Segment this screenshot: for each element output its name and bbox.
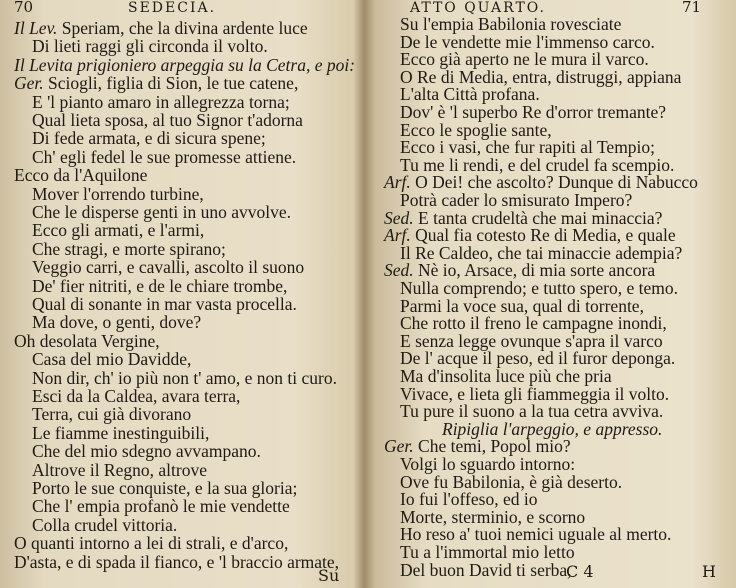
stage-direction: Ripiglia l'arpeggio, e appresso. bbox=[442, 418, 663, 439]
verse-text: Ove fu Babilonia, è già deserto. bbox=[400, 471, 623, 492]
verse-text: Ecco gli armati, e l'armi, bbox=[32, 220, 205, 241]
verse-text: Oh desolata Vergine, bbox=[14, 330, 160, 351]
verse-text: Il Re Caldeo, che tai minaccie adempia? bbox=[400, 242, 683, 263]
left-page bbox=[0, 0, 360, 588]
verse-text: Qual fia cotesto Re di Media, e quale bbox=[415, 225, 676, 246]
verse-text: Che le disperse genti in uno avvolve. bbox=[32, 202, 292, 222]
stage-direction: Il Levita prigioniero arpeggia su la Cetra, e poi: bbox=[14, 54, 356, 75]
verse-text: Porto le sue conquiste, e la sua gloria; bbox=[32, 478, 298, 498]
verse-text: Speriam, che la divina ardente luce bbox=[61, 18, 308, 38]
verse-text: Su l'empia Babilonia rovesciate bbox=[400, 14, 622, 34]
verse-text: De' fier nitriti, e de le chiare trombe, bbox=[32, 275, 288, 296]
verse-text: Tu me li rendi, e del crudel fa scempio. bbox=[400, 154, 675, 175]
verse-text: Tu pure il suono a la tua cetra avviva. bbox=[400, 401, 664, 422]
right-signature: C 4 bbox=[566, 562, 594, 581]
verse-text: Ma dove, o genti, dove? bbox=[32, 312, 202, 333]
verse-text: Nulla comprendo; e tutto spero, e temo. bbox=[400, 278, 678, 298]
verse-text: Le fiamme inestinguibili, bbox=[32, 422, 210, 443]
verse-text: Ho reso a' tuoi nemici uguale al merto. bbox=[400, 524, 672, 545]
verse-text: Morte, sterminio, e scorno bbox=[400, 506, 586, 527]
right-page bbox=[370, 0, 736, 588]
verse-text: Colla crudel vittoria. bbox=[32, 514, 178, 535]
verse-text: Volgi lo sguardo intorno: bbox=[400, 454, 576, 474]
verse-text: Ma d'insolita luce più che pria bbox=[400, 366, 612, 386]
verse-text: E tanta crudeltà che mai minaccia? bbox=[418, 207, 663, 228]
verse-text: O Dei! che ascolto? Dunque di Nabucco bbox=[415, 172, 698, 193]
verse-text: Ecco le spoglie sante, bbox=[400, 119, 552, 140]
verse-text: D'asta, e di spada il fianco, e 'l braccio armate, bbox=[14, 551, 340, 572]
verse-text: Ecco da l'Aquilone bbox=[14, 165, 148, 186]
verse-text: L'alta Città profana. bbox=[400, 84, 540, 105]
left-running-head: SEDECIA. bbox=[128, 0, 217, 16]
left-catchword: Su bbox=[318, 566, 340, 585]
verse-text: Terra, cui già divorano bbox=[32, 404, 192, 425]
verse-text: Che temi, Popol mio? bbox=[418, 436, 571, 457]
verse-text: Vivace, e lieta gli fiammeggia il volto. bbox=[400, 383, 670, 404]
verse-text: Veggio carri, e cavalli, ascolto il suono bbox=[32, 257, 305, 278]
speaker-label: Sed. bbox=[384, 260, 419, 281]
verse-text: Non dir, ch' io più non t' amo, e non ti curo. bbox=[32, 367, 338, 388]
verse-text: Del buon David ti serba, bbox=[400, 559, 572, 580]
speaker-label: Arf. bbox=[384, 172, 416, 193]
verse-text: De le vendette mie l'immenso carco. bbox=[400, 31, 655, 52]
right-page-line bbox=[400, 560, 572, 581]
speaker-label: Arf. bbox=[384, 225, 416, 246]
right-running-head: ATTO QUARTO. bbox=[410, 0, 546, 16]
verse-text: Che rotto il freno le campagne inondi, bbox=[400, 313, 667, 334]
verse-text: Altrove il Regno, altrove bbox=[32, 459, 207, 480]
verse-text: Di lieti raggi gli circonda il volto. bbox=[32, 36, 268, 57]
verse-text: Nè io, Arsace, di mia sorte ancora bbox=[418, 260, 656, 281]
verse-text: Tu a l'immortal mio letto bbox=[400, 542, 575, 562]
verse-text: Ecco già aperto ne le mura il varco. bbox=[400, 49, 649, 70]
verse-text: Io fui l'offeso, ed io bbox=[400, 489, 538, 510]
verse-text: Che stragi, e morte spirano; bbox=[32, 238, 226, 259]
verse-text: Sciogli, figlia di Sion, le tue catene, bbox=[48, 73, 299, 94]
left-page-number: 70 bbox=[14, 0, 34, 16]
speaker-label: Sed. bbox=[384, 207, 419, 228]
verse-text: Esci da la Caldea, avara terra, bbox=[32, 386, 241, 406]
verse-text: Parmi la voce sua, qual di torrente, bbox=[400, 295, 644, 316]
verse-text: Qual lieta sposa, al tuo Signor t'adorna bbox=[32, 110, 303, 130]
right-page-number: 71 bbox=[682, 0, 702, 16]
verse-text: O Re di Media, entra, distruggi, appiana bbox=[400, 66, 682, 87]
verse-text: Dov' è 'l superbo Re d'orror tremante? bbox=[400, 102, 667, 122]
verse-text: E 'l pianto amaro in allegrezza torna; bbox=[32, 91, 290, 112]
speaker-label: Il Lev. bbox=[14, 18, 62, 38]
right-corner-mark: H bbox=[702, 562, 716, 581]
left-page-line bbox=[14, 552, 339, 573]
verse-text: Ecco i vasi, che fur rapiti al Tempio; bbox=[400, 137, 656, 158]
verse-text: O quanti intorno a lei di strali, e d'arco, bbox=[14, 533, 289, 554]
verse-text: Qual di sonante in mar vasta procella. bbox=[32, 294, 297, 314]
verse-text: Mover l'orrendo turbine, bbox=[32, 183, 204, 204]
verse-text: Casa del mio Davidde, bbox=[32, 349, 192, 370]
speaker-label: Ger. bbox=[14, 73, 49, 94]
verse-text: E senza legge ovunque s'apra il varco bbox=[400, 330, 663, 351]
verse-text: Di fede armata, e di sicura spene; bbox=[32, 128, 266, 149]
verse-text: Che l' empia profanò le mie vendette bbox=[32, 496, 290, 517]
verse-text: Potrà cader lo smisurato Impero? bbox=[400, 190, 633, 210]
verse-text: De l' acque il peso, ed il furor deponga. bbox=[400, 348, 676, 369]
verse-text: Che del mio sdegno avvampano. bbox=[32, 441, 261, 462]
speaker-label: Ger. bbox=[384, 436, 419, 457]
verse-text: Ch' egli fedel le sue promesse attiene. bbox=[32, 146, 297, 167]
